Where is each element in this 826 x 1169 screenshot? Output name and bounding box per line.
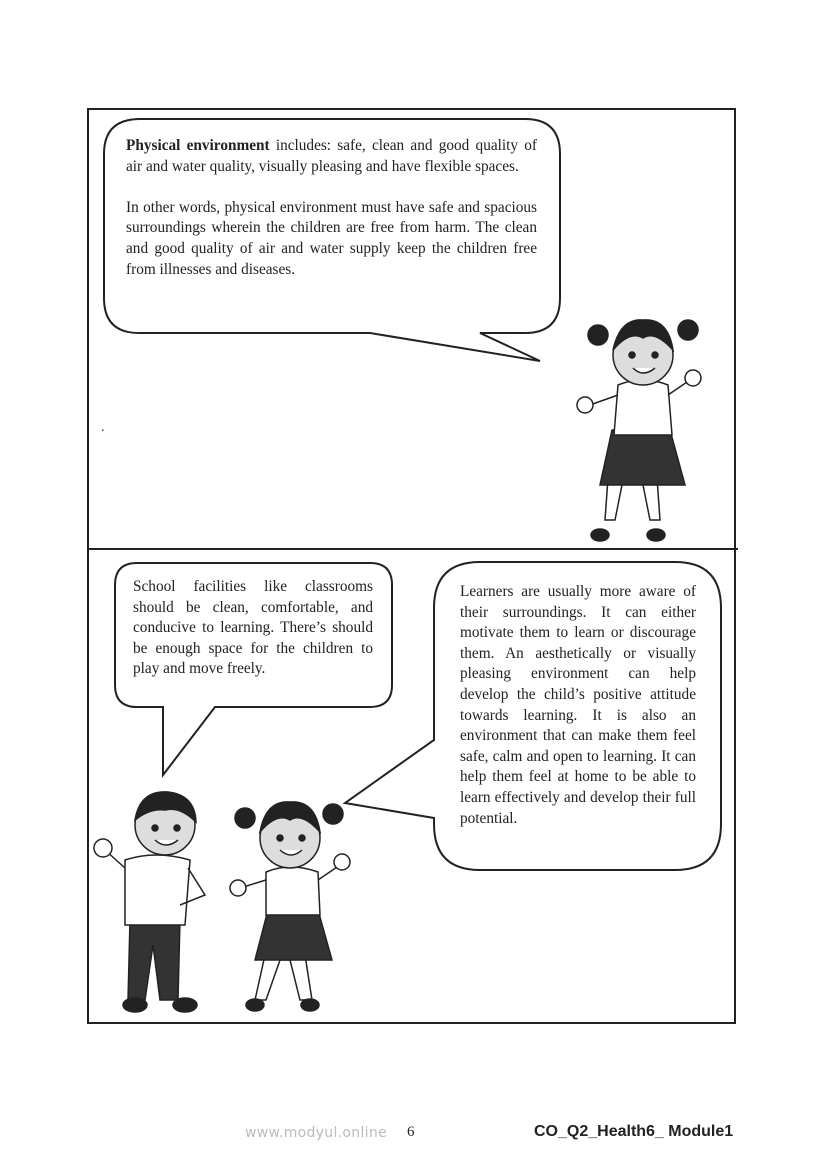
stray-mark: .	[101, 420, 105, 435]
learners-awareness-text: Learners are usually more aware of their surroundings. It can either motivate them to learn or discourage them. An aesthetically or visually pleasing environment can help develop the child’s positive attitude towards learning. It is also an environment that can make them feel safe, calm and open to learning. It can help them feel at home to be able to learn effectively and develop their full potential.	[460, 583, 696, 827]
watermark: www.modyul.online	[245, 1125, 387, 1141]
girl-character-bottom	[230, 802, 350, 1011]
page-number: 6	[407, 1124, 415, 1140]
module-code: CO_Q2_Health6_ Module1	[534, 1123, 734, 1140]
school-facilities-text: School facilities like classrooms should be clean, comfortable, and conducive to learning. There’s should be enough space for the children to play and move freely.	[133, 578, 373, 678]
physical-environment-text	[126, 136, 537, 280]
boy-character	[94, 792, 205, 1012]
girl-character-top	[577, 320, 701, 541]
paragraph-2: In other words, physical environment must have safe and spacious surroundings wherein the children are free from harm. The clean and good quality of air and water supply keep the children free from illnesses and diseases.	[126, 198, 537, 278]
paragraph-1-rest: includes: safe, clean and good quality of air and water quality, visually pleasing and have flexible spaces.	[126, 137, 537, 175]
bold-lead: Physical environment	[126, 137, 270, 154]
